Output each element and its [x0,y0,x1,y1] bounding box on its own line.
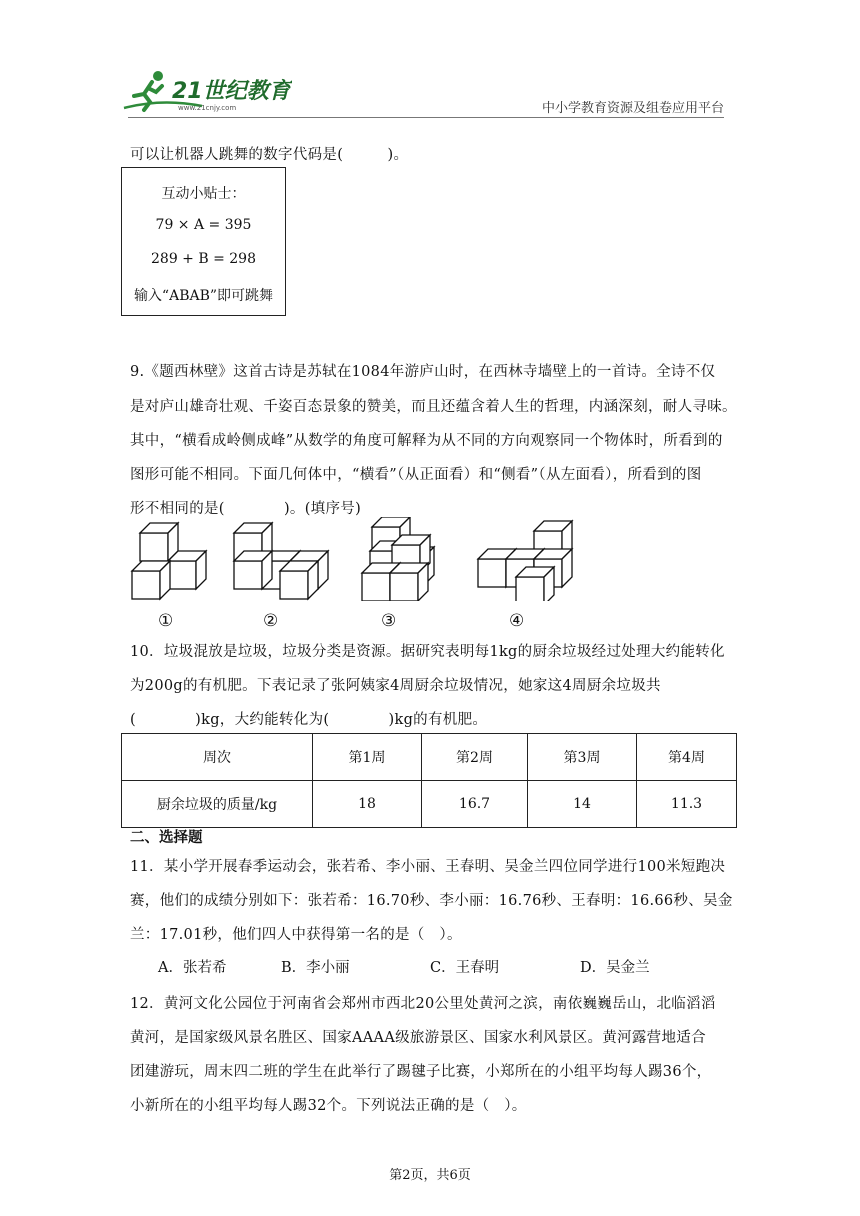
table-cell: 厨余垃圾的质量/kg [122,781,313,828]
q10-line-3: ( )kg，大约能转化为( )kg的有机肥。 [130,712,488,728]
cube-figures [128,517,588,637]
tip-equation-b: 289 + B = 298 [151,251,256,267]
q11-line-3: 兰：17.01秒，他们四人中获得第一名的是（ ）。 [130,927,462,943]
page-number: 第2页，共6页 [389,1168,471,1183]
figure-label-1: ① [158,611,174,631]
tip-instruction: 输入“ABAB”即可跳舞 [133,288,274,304]
q12-line-4: 小新所在的小组平均每人踢32个。下列说法正确的是（ ）。 [130,1098,527,1114]
figure-label-3: ③ [381,611,397,631]
logo-url: www.21cnjy.com [178,104,237,112]
q9-line-1: 9.《题西林壁》这首古诗是苏轼在1084年游庐山时，在西林寺墙壁上的一首诗。全诗不仅 [130,364,716,380]
platform-name: 中小学教育资源及组卷应用平台 [541,101,724,116]
figure-label-2: ② [263,611,279,631]
option-d[interactable]: D．吴金兰 [580,960,650,976]
table-row [122,781,737,828]
q9-line-4: 图形可能不相同。下面几何体中，“横看”（从正面看）和“侧看”（从左面看），所看到的图 [130,467,702,483]
tip-equation-a: 79 × A = 395 [155,217,252,233]
table-cell: 第4周 [637,734,737,781]
figure-3 [362,517,434,601]
q12-line-1: 12．黄河文化公园位于河南省会郑州市西北20公里处黄河之滨，南依巍巍岳山，北临滔滔 [130,996,716,1012]
q11-line-2: 赛，他们的成绩分别如下：张若希：16.70秒、李小丽：16.76秒、王春明：16.66秒、吴金 [130,893,733,909]
table-row [122,734,737,781]
option-b[interactable]: B．李小丽 [281,960,350,976]
table-cell: 16.7 [422,781,528,828]
q12-line-3: 团建游玩，周末四二班的学生在此举行了踢毽子比赛，小郑所在的小组平均每人踢36个， [130,1064,712,1080]
figure-2 [234,523,328,599]
figure-1 [132,523,206,599]
q10-line-1: 10．垃圾混放是垃圾，垃圾分类是资源。据研究表明每1kg的厨余垃圾经过处理大约能转化 [130,644,725,660]
tip-title: 互动小贴士： [161,186,246,202]
q9-line-5: 形不相同的是( )。(填序号) [130,501,362,517]
section-heading: 二、选择题 [130,830,203,846]
table-cell: 第1周 [313,734,422,781]
food-waste-table [121,733,737,828]
q9-line-3: 其中，“横看成岭侧成峰”从数学的角度可解释为从不同的方向观察同一个物体时，所看到的 [130,433,723,449]
option-c[interactable]: C．王春明 [430,960,500,976]
figure-label-4: ④ [509,611,525,631]
cube-drawings [128,517,588,601]
table-cell: 第3周 [528,734,637,781]
q12-line-2: 黄河，是国家级风景名胜区、国家AAAA级旅游景区、国家水利风景区。黄河露营地适合 [130,1030,706,1046]
q10-line-2: 为200g的有机肥。下表记录了张阿姨家4周厨余垃圾情况，她家这4周厨余垃圾共 [130,678,661,694]
site-logo [122,68,292,114]
q9-line-2: 是对庐山雄奇壮观、千姿百态景象的赞美，而且还蕴含着人生的哲理，内涵深刻，耐人寻味。 [130,399,737,415]
table-cell: 14 [528,781,637,828]
tip-box [121,167,286,316]
page-header [0,0,860,120]
logo-text: 21世纪教育 [172,79,291,104]
table-cell: 周次 [122,734,313,781]
table-cell: 18 [313,781,422,828]
table-cell: 第2周 [422,734,528,781]
header-divider [128,117,724,118]
table-cell: 11.3 [637,781,737,828]
option-a[interactable]: A．张若希 [158,960,227,976]
figure-4 [478,521,572,601]
q8-answer-line: 可以让机器人跳舞的数字代码是( )。 [130,147,409,163]
q11-line-1: 11．某小学开展春季运动会，张若希、李小丽、王春明、吴金兰四位同学进行100米短跑决 [130,859,726,875]
